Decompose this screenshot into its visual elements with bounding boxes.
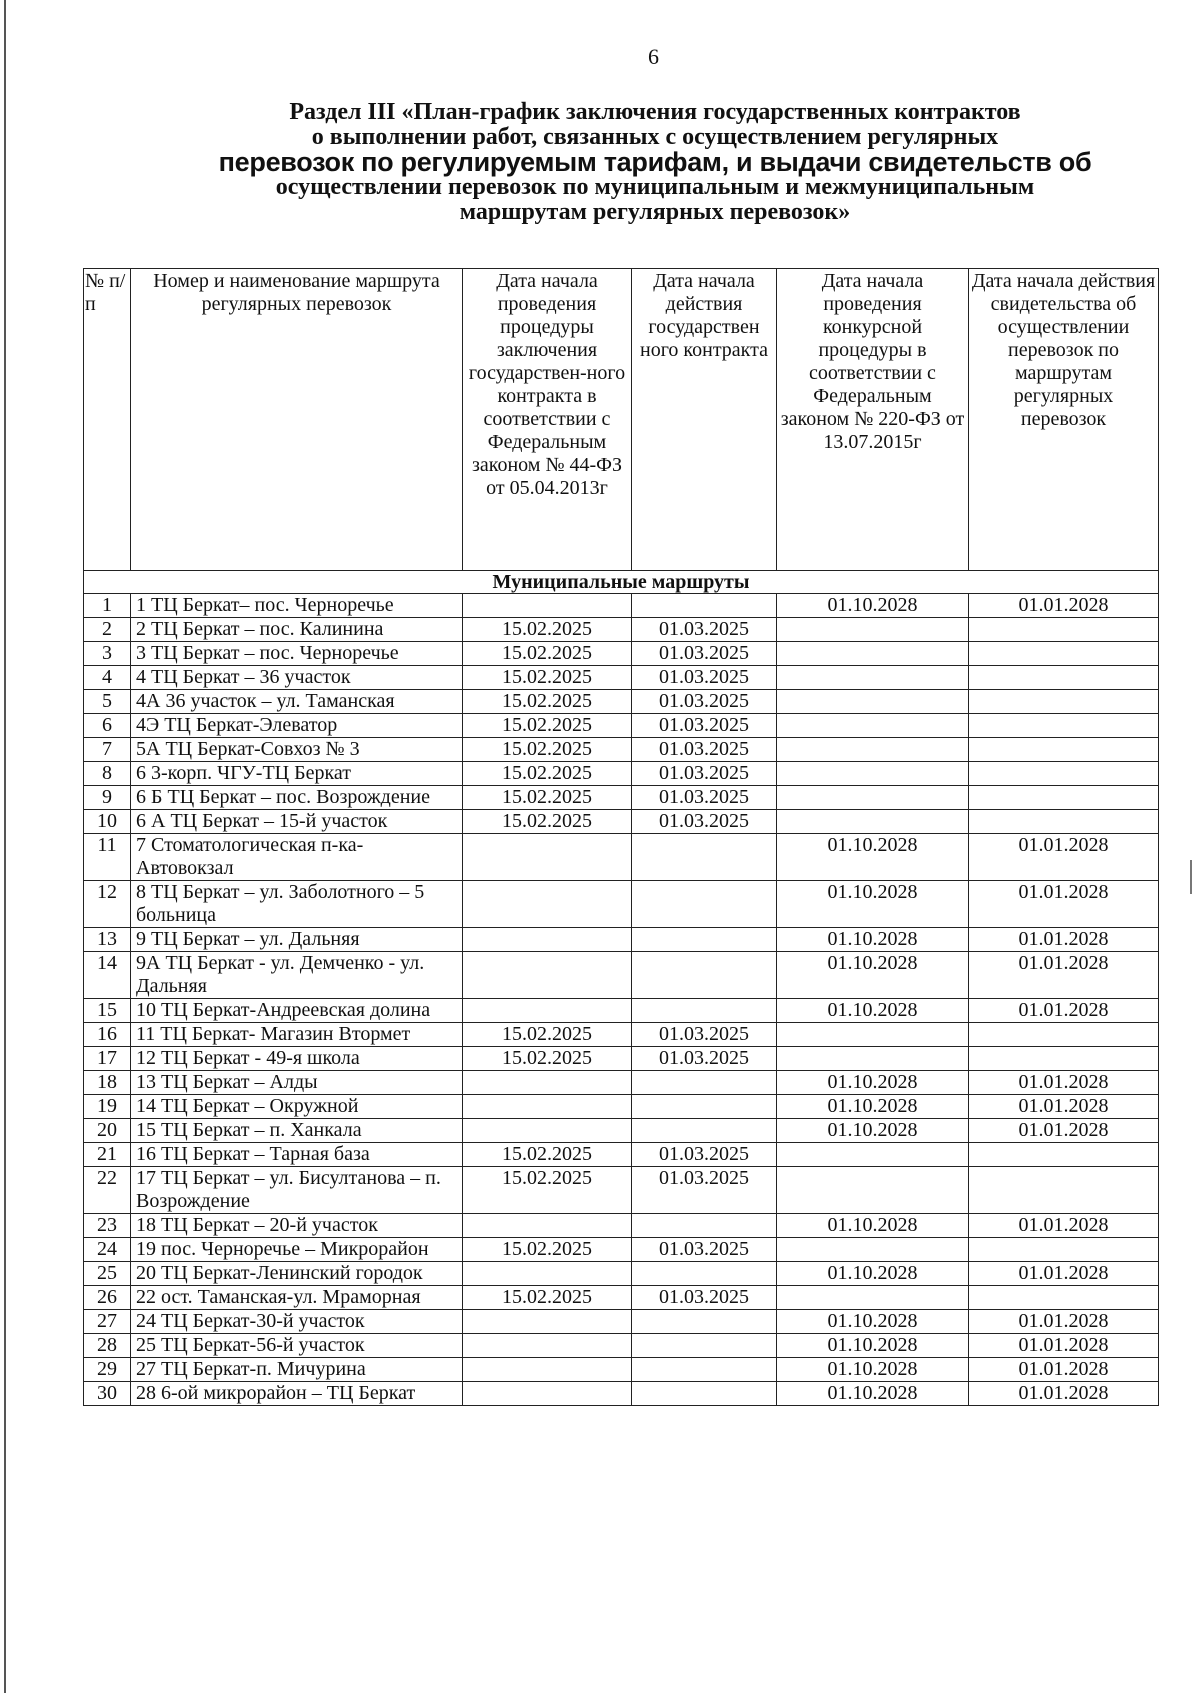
- contract-start-date: [632, 834, 777, 881]
- route-name: 2 ТЦ Беркат – пос. Калинина: [131, 618, 463, 642]
- contract-start-date: 01.03.2025: [632, 714, 777, 738]
- procedure-start-date: 15.02.2025: [463, 666, 632, 690]
- contract-start-date: 01.03.2025: [632, 762, 777, 786]
- row-number: 20: [84, 1119, 131, 1143]
- certificate-start-date: 01.01.2028: [969, 1119, 1159, 1143]
- contract-start-date: 01.03.2025: [632, 738, 777, 762]
- competition-start-date: 01.10.2028: [777, 1334, 969, 1358]
- certificate-start-date: [969, 1047, 1159, 1071]
- section-title-line-2: о выполнении работ, связанных с осуществлением регулярных: [311, 124, 999, 150]
- table-row: [84, 594, 1159, 618]
- route-name: 25 ТЦ Беркат-56-й участок: [131, 1334, 463, 1358]
- route-name: 17 ТЦ Беркат – ул. Бисултанова – п. Возрождение: [131, 1167, 463, 1214]
- table-row: [84, 1310, 1159, 1334]
- contract-start-date: 01.03.2025: [632, 1023, 777, 1047]
- row-number: 25: [84, 1262, 131, 1286]
- table-row: [84, 1167, 1159, 1214]
- procedure-start-date: 15.02.2025: [463, 1167, 632, 1214]
- table-row: [84, 1382, 1159, 1406]
- header-competition-start: Дата начала проведения конкурсной процедуры в соответствии с Федеральным законом № 220-ФЗ от 13.07.2015г: [777, 269, 969, 571]
- contract-start-date: [632, 928, 777, 952]
- competition-start-date: [777, 642, 969, 666]
- row-number: 6: [84, 714, 131, 738]
- certificate-start-date: [969, 762, 1159, 786]
- competition-start-date: 01.10.2028: [777, 1358, 969, 1382]
- procedure-start-date: [463, 1358, 632, 1382]
- table-row: [84, 1071, 1159, 1095]
- page-number: 6: [648, 44, 659, 69]
- table-row: [84, 738, 1159, 762]
- certificate-start-date: 01.01.2028: [969, 1382, 1159, 1406]
- table-row: [84, 1214, 1159, 1238]
- table-row: [84, 1358, 1159, 1382]
- competition-start-date: 01.10.2028: [777, 881, 969, 928]
- section-title-line-1: Раздел III «План-график заключения государственных контрактов: [289, 99, 1021, 125]
- contract-start-date: 01.03.2025: [632, 810, 777, 834]
- row-number: 17: [84, 1047, 131, 1071]
- route-name: 18 ТЦ Беркат – 20-й участок: [131, 1214, 463, 1238]
- contract-start-date: 01.03.2025: [632, 666, 777, 690]
- competition-start-date: 01.10.2028: [777, 1071, 969, 1095]
- route-name: 13 ТЦ Беркат – Алды: [131, 1071, 463, 1095]
- competition-start-date: [777, 618, 969, 642]
- table-row: [84, 1143, 1159, 1167]
- certificate-start-date: [969, 1143, 1159, 1167]
- route-name: 22 ост. Таманская-ул. Мраморная: [131, 1286, 463, 1310]
- contract-start-date: [632, 952, 777, 999]
- contract-start-date: 01.03.2025: [632, 1238, 777, 1262]
- competition-start-date: [777, 786, 969, 810]
- row-number: 30: [84, 1382, 131, 1406]
- contract-start-date: 01.03.2025: [632, 786, 777, 810]
- procedure-start-date: [463, 928, 632, 952]
- route-name: 16 ТЦ Беркат – Тарная база: [131, 1143, 463, 1167]
- certificate-start-date: 01.01.2028: [969, 928, 1159, 952]
- row-number: 5: [84, 690, 131, 714]
- table-row: [84, 1095, 1159, 1119]
- table-row: [84, 1238, 1159, 1262]
- procedure-start-date: 15.02.2025: [463, 618, 632, 642]
- row-number: 16: [84, 1023, 131, 1047]
- competition-start-date: 01.10.2028: [777, 834, 969, 881]
- procedure-start-date: [463, 1119, 632, 1143]
- procedure-start-date: 15.02.2025: [463, 642, 632, 666]
- row-number: 11: [84, 834, 131, 881]
- route-name: 20 ТЦ Беркат-Ленинский городок: [131, 1262, 463, 1286]
- competition-start-date: [777, 714, 969, 738]
- competition-start-date: [777, 738, 969, 762]
- table-row: [84, 834, 1159, 881]
- contract-start-date: 01.03.2025: [632, 1286, 777, 1310]
- competition-start-date: [777, 1047, 969, 1071]
- row-number: 3: [84, 642, 131, 666]
- row-number: 21: [84, 1143, 131, 1167]
- table-body: [84, 571, 1159, 1406]
- row-number: 18: [84, 1071, 131, 1095]
- contract-start-date: 01.03.2025: [632, 642, 777, 666]
- certificate-start-date: [969, 666, 1159, 690]
- table-row: [84, 928, 1159, 952]
- table-header-row: [84, 269, 1159, 571]
- certificate-start-date: [969, 618, 1159, 642]
- row-number: 4: [84, 666, 131, 690]
- route-name: 6 3-корп. ЧГУ-ТЦ Беркат: [131, 762, 463, 786]
- scan-left-edge-line: [4, 0, 6, 1693]
- table-row: [84, 642, 1159, 666]
- procedure-start-date: [463, 1095, 632, 1119]
- route-name: 24 ТЦ Беркат-30-й участок: [131, 1310, 463, 1334]
- row-number: 23: [84, 1214, 131, 1238]
- competition-start-date: 01.10.2028: [777, 928, 969, 952]
- procedure-start-date: [463, 1262, 632, 1286]
- certificate-start-date: 01.01.2028: [969, 1071, 1159, 1095]
- competition-start-date: 01.10.2028: [777, 1262, 969, 1286]
- competition-start-date: 01.10.2028: [777, 1310, 969, 1334]
- certificate-start-date: [969, 1286, 1159, 1310]
- certificate-start-date: 01.01.2028: [969, 1358, 1159, 1382]
- row-number: 28: [84, 1334, 131, 1358]
- contract-start-date: [632, 999, 777, 1023]
- route-name: 14 ТЦ Беркат – Окружной: [131, 1095, 463, 1119]
- competition-start-date: [777, 666, 969, 690]
- route-name: 19 пос. Черноречье – Микрорайон: [131, 1238, 463, 1262]
- procedure-start-date: [463, 1382, 632, 1406]
- procedure-start-date: [463, 594, 632, 618]
- competition-start-date: 01.10.2028: [777, 594, 969, 618]
- table-row: [84, 618, 1159, 642]
- row-number: 29: [84, 1358, 131, 1382]
- row-number: 27: [84, 1310, 131, 1334]
- table-row: [84, 1023, 1159, 1047]
- certificate-start-date: [969, 690, 1159, 714]
- route-name: 7 Стоматологическая п-ка-Автовокзал: [131, 834, 463, 881]
- certificate-start-date: [969, 738, 1159, 762]
- route-name: 9А ТЦ Беркат - ул. Демченко - ул. Дальняя: [131, 952, 463, 999]
- procedure-start-date: 15.02.2025: [463, 762, 632, 786]
- contract-start-date: [632, 1119, 777, 1143]
- route-name: 9 ТЦ Беркат – ул. Дальняя: [131, 928, 463, 952]
- section-title-line-4: осуществлении перевозок по муниципальным и межмуниципальным: [275, 174, 1035, 200]
- certificate-start-date: 01.01.2028: [969, 1310, 1159, 1334]
- row-number: 10: [84, 810, 131, 834]
- route-name: 3 ТЦ Беркат – пос. Черноречье: [131, 642, 463, 666]
- procedure-start-date: [463, 1310, 632, 1334]
- certificate-start-date: 01.01.2028: [969, 1334, 1159, 1358]
- procedure-start-date: 15.02.2025: [463, 1047, 632, 1071]
- route-name: 11 ТЦ Беркат- Магазин Втормет: [131, 1023, 463, 1047]
- contract-start-date: [632, 1095, 777, 1119]
- certificate-start-date: [969, 786, 1159, 810]
- header-certificate-start: Дата начала действия свидетельства об осуществлении перевозок по маршрутам регулярных перевозок: [969, 269, 1159, 571]
- contract-start-date: [632, 1382, 777, 1406]
- procedure-start-date: 15.02.2025: [463, 1143, 632, 1167]
- contract-start-date: [632, 1262, 777, 1286]
- contract-start-date: [632, 1358, 777, 1382]
- table-row: [84, 762, 1159, 786]
- certificate-start-date: 01.01.2028: [969, 881, 1159, 928]
- row-number: 14: [84, 952, 131, 999]
- table-row: [84, 1334, 1159, 1358]
- certificate-start-date: [969, 1023, 1159, 1047]
- competition-start-date: [777, 810, 969, 834]
- competition-start-date: [777, 1167, 969, 1214]
- header-number: № п/п: [84, 269, 131, 571]
- section-label: Муниципальные маршруты: [84, 571, 1159, 594]
- certificate-start-date: 01.01.2028: [969, 1095, 1159, 1119]
- certificate-start-date: [969, 714, 1159, 738]
- procedure-start-date: [463, 1214, 632, 1238]
- procedure-start-date: [463, 1334, 632, 1358]
- route-name: 4А 36 участок – ул. Таманская: [131, 690, 463, 714]
- table-row: [84, 999, 1159, 1023]
- header-contract-start: Дата начала действия государствен ного контракта: [632, 269, 777, 571]
- schedule-table: [83, 268, 1159, 1406]
- competition-start-date: 01.10.2028: [777, 1382, 969, 1406]
- certificate-start-date: 01.01.2028: [969, 1262, 1159, 1286]
- competition-start-date: [777, 690, 969, 714]
- contract-start-date: 01.03.2025: [632, 690, 777, 714]
- procedure-start-date: [463, 834, 632, 881]
- procedure-start-date: 15.02.2025: [463, 786, 632, 810]
- table-row: [84, 1119, 1159, 1143]
- section-title-line-3: перевозок по регулируемым тарифам, и выдачи свидетельств об: [218, 147, 1092, 177]
- procedure-start-date: 15.02.2025: [463, 738, 632, 762]
- table-row: [84, 690, 1159, 714]
- route-name: 28 6-ой микрорайон – ТЦ Беркат: [131, 1382, 463, 1406]
- competition-start-date: [777, 1238, 969, 1262]
- route-name: 6 А ТЦ Беркат – 15-й участок: [131, 810, 463, 834]
- route-name: 5А ТЦ Беркат-Совхоз № 3: [131, 738, 463, 762]
- table-row: [84, 714, 1159, 738]
- contract-start-date: 01.03.2025: [632, 618, 777, 642]
- row-number: 12: [84, 881, 131, 928]
- contract-start-date: [632, 1334, 777, 1358]
- route-name: 12 ТЦ Беркат - 49-я школа: [131, 1047, 463, 1071]
- row-number: 1: [84, 594, 131, 618]
- certificate-start-date: 01.01.2028: [969, 952, 1159, 999]
- row-number: 19: [84, 1095, 131, 1119]
- row-number: 15: [84, 999, 131, 1023]
- table-row: [84, 786, 1159, 810]
- procedure-start-date: 15.02.2025: [463, 690, 632, 714]
- table-row: [84, 1262, 1159, 1286]
- table-row: [84, 952, 1159, 999]
- row-number: 7: [84, 738, 131, 762]
- competition-start-date: 01.10.2028: [777, 1119, 969, 1143]
- contract-start-date: [632, 1071, 777, 1095]
- header-procedure-start: Дата начала проведения процедуры заключения государствен-ного контракта в соответствии с Федеральным законом № 44-ФЗ от 05.04.2013г: [463, 269, 632, 571]
- section-row: [84, 571, 1159, 594]
- certificate-start-date: 01.01.2028: [969, 999, 1159, 1023]
- row-number: 26: [84, 1286, 131, 1310]
- certificate-start-date: [969, 642, 1159, 666]
- route-name: 27 ТЦ Беркат-п. Мичурина: [131, 1358, 463, 1382]
- table-row: [84, 1047, 1159, 1071]
- certificate-start-date: 01.01.2028: [969, 1214, 1159, 1238]
- header-route: Номер и наименование маршрута регулярных перевозок: [131, 269, 463, 571]
- table-row: [84, 810, 1159, 834]
- procedure-start-date: 15.02.2025: [463, 1238, 632, 1262]
- row-number: 8: [84, 762, 131, 786]
- certificate-start-date: [969, 810, 1159, 834]
- competition-start-date: 01.10.2028: [777, 952, 969, 999]
- row-number: 22: [84, 1167, 131, 1214]
- procedure-start-date: [463, 1071, 632, 1095]
- row-number: 13: [84, 928, 131, 952]
- contract-start-date: 01.03.2025: [632, 1143, 777, 1167]
- contract-start-date: [632, 881, 777, 928]
- procedure-start-date: 15.02.2025: [463, 810, 632, 834]
- route-name: 1 ТЦ Беркат– пос. Черноречье: [131, 594, 463, 618]
- procedure-start-date: [463, 881, 632, 928]
- table-row: [84, 666, 1159, 690]
- route-name: 4 ТЦ Беркат – 36 участок: [131, 666, 463, 690]
- row-number: 9: [84, 786, 131, 810]
- competition-start-date: [777, 762, 969, 786]
- competition-start-date: [777, 1143, 969, 1167]
- procedure-start-date: [463, 952, 632, 999]
- competition-start-date: 01.10.2028: [777, 999, 969, 1023]
- section-title: [180, 100, 1130, 225]
- certificate-start-date: 01.01.2028: [969, 834, 1159, 881]
- procedure-start-date: 15.02.2025: [463, 1023, 632, 1047]
- competition-start-date: [777, 1023, 969, 1047]
- section-title-line-5: маршрутам регулярных перевозок»: [459, 199, 851, 225]
- procedure-start-date: [463, 999, 632, 1023]
- contract-start-date: 01.03.2025: [632, 1167, 777, 1214]
- route-name: 4Э ТЦ Беркат-Элеватор: [131, 714, 463, 738]
- competition-start-date: 01.10.2028: [777, 1214, 969, 1238]
- competition-start-date: [777, 1286, 969, 1310]
- contract-start-date: [632, 594, 777, 618]
- route-name: 6 Б ТЦ Беркат – пос. Возрождение: [131, 786, 463, 810]
- table-row: [84, 881, 1159, 928]
- route-name: 15 ТЦ Беркат – п. Ханкала: [131, 1119, 463, 1143]
- procedure-start-date: 15.02.2025: [463, 1286, 632, 1310]
- certificate-start-date: [969, 1167, 1159, 1214]
- route-name: 8 ТЦ Беркат – ул. Заболотного – 5 больница: [131, 881, 463, 928]
- competition-start-date: 01.10.2028: [777, 1095, 969, 1119]
- table-row: [84, 1286, 1159, 1310]
- row-number: 2: [84, 618, 131, 642]
- certificate-start-date: [969, 1238, 1159, 1262]
- scan-margin-mark: [1190, 860, 1192, 894]
- route-name: 10 ТЦ Беркат-Андреевская долина: [131, 999, 463, 1023]
- contract-start-date: 01.03.2025: [632, 1047, 777, 1071]
- certificate-start-date: 01.01.2028: [969, 594, 1159, 618]
- procedure-start-date: 15.02.2025: [463, 714, 632, 738]
- contract-start-date: [632, 1310, 777, 1334]
- contract-start-date: [632, 1214, 777, 1238]
- row-number: 24: [84, 1238, 131, 1262]
